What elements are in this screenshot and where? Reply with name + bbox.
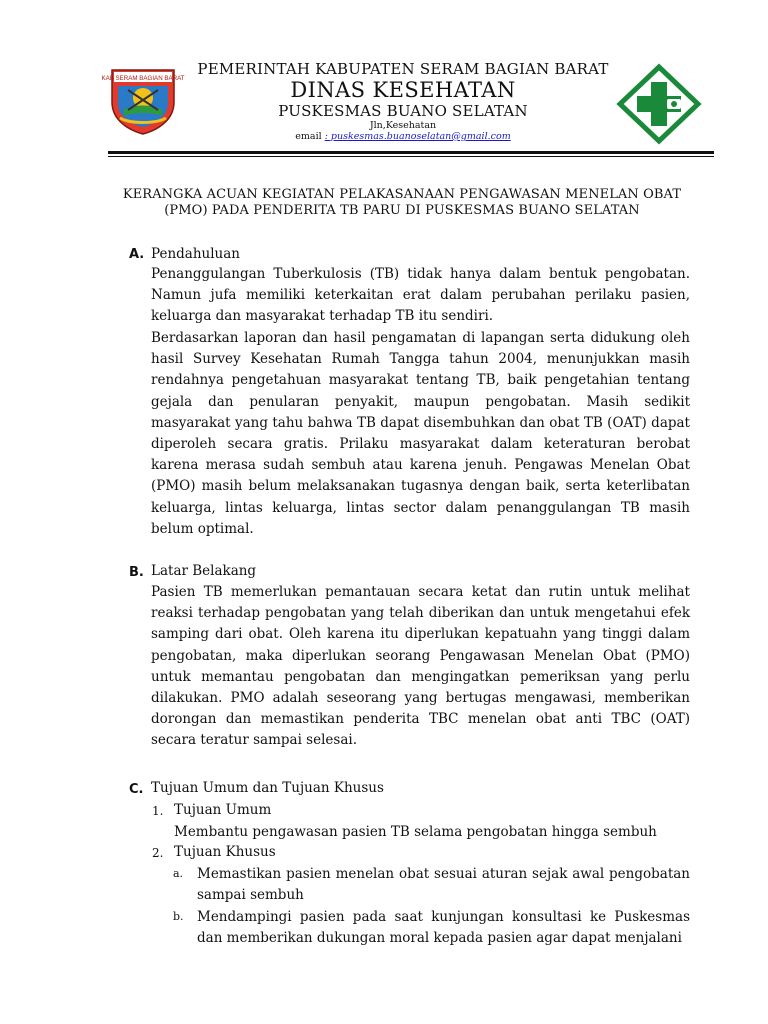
- section-b-title: Latar Belakang: [151, 563, 257, 579]
- section-c-letter: C.: [129, 782, 144, 797]
- tujuan-umum-text: Membantu pengawasan pasien TB selama pengobatan hingga sembuh: [174, 824, 657, 840]
- tujuan-umum-title: Tujuan Umum: [174, 802, 272, 818]
- letterhead-email: [150, 131, 656, 142]
- document-title: [108, 187, 696, 219]
- list-letter: a.: [173, 867, 184, 880]
- list-letter: b.: [173, 910, 184, 923]
- list-number: 1.: [152, 804, 164, 818]
- title-line-2: (PMO) PADA PENDERITA TB PARU DI PUSKESMAS BUANO SELATAN: [164, 203, 640, 218]
- letterhead-government: PEMERINTAH KABUPATEN SERAM BAGIAN BARAT: [197, 60, 609, 78]
- emblem-caption: KAB SERAM BAGIAN BARAT: [101, 75, 185, 82]
- title-line-1: KERANGKA ACUAN KEGIATAN PELAKASANAAN PENGAWASAN MENELAN OBAT: [122, 187, 682, 202]
- section-b-paragraph-1: Pasien TB memerlukan pemantauan secara ketat dan rutin untuk melihat reaksi terhadap pengobatan yang telah diberikan dan untuk mengetahui efek samping dari obat. Oleh karena itu diperlukan kepatuahn yang tinggi dalam pengobatan, maka diperlukan seorang Pengawasan Menelan Obat (PMO) untuk memantau pengobatan dan mengingatkan pemeriksan yang perlu dilakukan. PMO adalah seseorang yang bertugas mengawasi, memberikan dorongan dan memastikan penderita TBC menelan obat anti TBC (OAT) secara teratur sampai selesai.: [151, 584, 690, 749]
- section-b-letter: B.: [129, 565, 144, 580]
- letterhead-office: DINAS KESEHATAN: [290, 78, 516, 102]
- letterhead-address: Jln,Kesehatan: [369, 120, 437, 131]
- tujuan-khusus-title: Tujuan Khusus: [174, 844, 276, 860]
- letterhead-rule-thin: [108, 156, 714, 157]
- section-a-title: Pendahuluan: [151, 246, 240, 262]
- section-c-title: Tujuan Umum dan Tujuan Khusus: [151, 780, 384, 796]
- letterhead-unit: PUSKESMAS BUANO SELATAN: [278, 102, 528, 120]
- list-number: 2.: [152, 846, 164, 860]
- section-a-letter: A.: [129, 247, 145, 262]
- tujuan-khusus-item-a: Memastikan pasien menelan obat sesuai aturan sejak awal pengobatan sampai sembuh: [197, 866, 690, 904]
- section-a-paragraph-2: Berdasarkan laporan dan hasil pengamatan di lapangan serta didukung oleh hasil Survey Kesehatan Rumah Tangga tahun 2004, menunjukkan masih rendahnya pengetahuan masyarakat tentang TB, baik pengetahian tentang gejala dan penularan penyakit, maupun pengobatan. Masih sedikit masyarakat yang tahu bahwa TB dapat disembuhkan dan obat TB (OAT) dapat diperoleh secara gratis. Prilaku masyarakat dalam keteraturan berobat karena merasa sudah sembuh atau karena jenuh. Pengawas Menelan Obat (PMO) masih belum melaksanakan tugasnya dengan baik, serta keterlibatan keluarga, lintas keluarga, lintas sector dalam penanggulangan TB masih belum optimal.: [151, 330, 690, 537]
- email-label: email: [295, 131, 322, 142]
- tujuan-khusus-item-b: Mendampingi pasien pada saat kunjungan konsultasi ke Puskesmas dan memberikan dukungan moral kepada pasien agar dapat menjalani: [197, 909, 690, 947]
- letterhead-rule-thick: [108, 151, 714, 154]
- email-link[interactable]: : puskesmas.buanoselatan@gmail.com: [324, 131, 511, 142]
- section-a-paragraph-1: Penanggulangan Tuberkulosis (TB) tidak hanya dalam bentuk pengobatan. Namun jufa memiliki keterkaitan erat dalam perubahan perilaku pasien, keluarga dan masyarakat terhadap TB itu sendiri.: [151, 266, 690, 325]
